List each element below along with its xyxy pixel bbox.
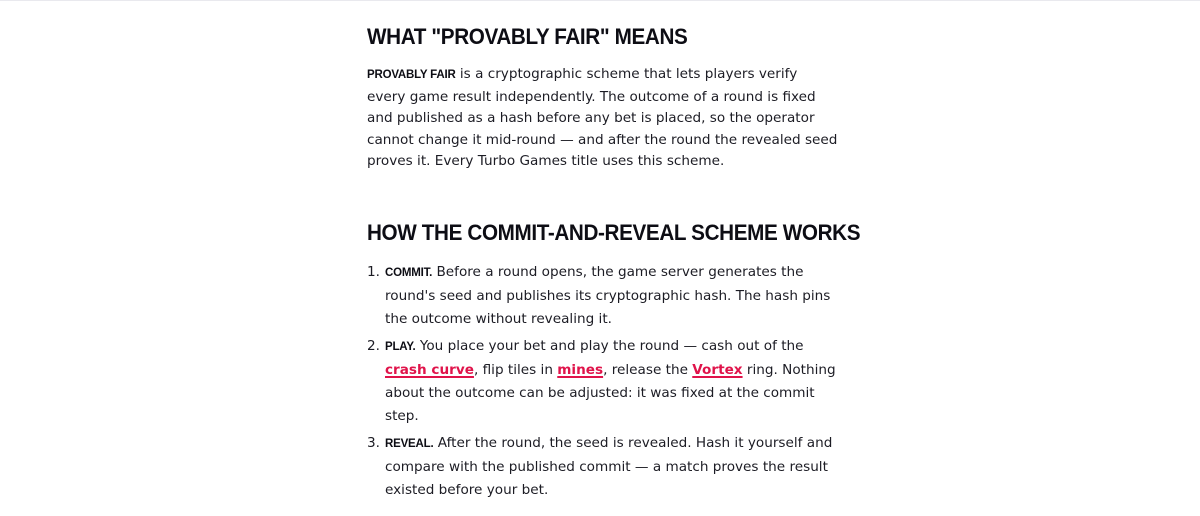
step-body — [385, 335, 839, 428]
step-text-part: ring. Nothing about the outcome can be adjusted: it was fixed at the commit step. — [385, 362, 836, 424]
intro-paragraph — [367, 64, 839, 173]
step-term-reveal: REVEAL. — [385, 438, 434, 450]
step-number: 3. — [367, 435, 380, 451]
intro-text: is a cryptographic scheme that lets players verify every game result independently. The outcome of a round is fixed and published as a hash before any bet is placed, so the operator cannot change it mid-round — and after the round the revealed seed proves it. Every Turbo Games title uses this scheme. — [367, 66, 838, 170]
section-heading-commit-reveal: HOW THE COMMIT-AND-REVEAL SCHEME WORKS — [367, 220, 861, 245]
step-body — [385, 432, 839, 502]
step-term-commit: COMMIT. — [385, 267, 433, 279]
steps-list — [367, 261, 839, 506]
step-text-part: , release the — [603, 362, 693, 378]
step-number: 1. — [367, 264, 380, 280]
step-text: After the round, the seed is revealed. Hash it yourself and compare with the published commit — a match proves the result existed before your bet. — [385, 435, 833, 498]
step-number: 2. — [367, 338, 380, 354]
section-heading-provably-fair: WHAT "PROVABLY FAIR" MEANS — [367, 24, 688, 49]
step-body — [385, 261, 839, 331]
crash-curve-link[interactable]: crash curve — [385, 362, 474, 378]
step-text: Before a round opens, the game server generates the round's seed and publishes its cryptographic hash. The hash pins the outcome without revealing it. — [385, 264, 831, 327]
step-term-play: PLAY. — [385, 341, 416, 353]
step-text-part: , flip tiles in — [473, 362, 558, 378]
step-text-part: You place your bet and play the round — cash out of the — [415, 338, 804, 354]
top-divider — [0, 0, 1200, 1]
step-reveal — [367, 432, 839, 502]
vortex-link[interactable]: Vortex — [692, 362, 743, 378]
step-play — [367, 335, 839, 428]
intro-term: PROVABLY FAIR — [367, 69, 456, 81]
mines-link[interactable]: mines — [557, 362, 604, 378]
step-commit — [367, 261, 839, 331]
